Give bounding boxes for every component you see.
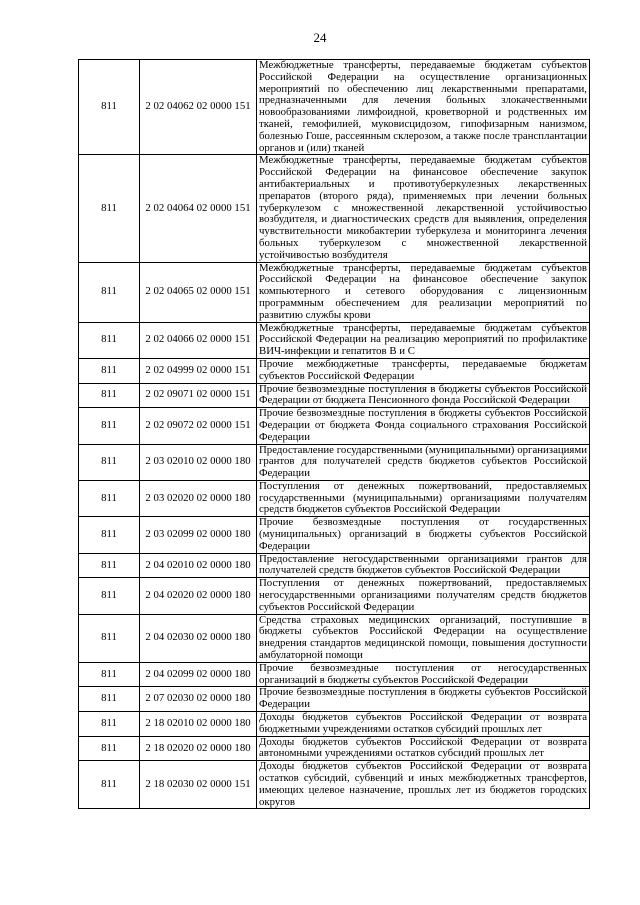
table-row (79, 687, 590, 712)
revenue-description-cell: Доходы бюджетов субъектов Российской Федерации от возврата автономными учреждениями остатков субсидий прошлых лет (257, 736, 590, 761)
admin-code-cell: 811 (79, 444, 140, 480)
budget-code-cell: 2 03 02020 02 0000 180 (140, 480, 257, 516)
table-row (79, 155, 590, 262)
revenue-description-cell: Межбюджетные трансферты, передаваемые бюджетам субъектов Российской Федерации на реализацию мероприятий по профилактике ВИЧ-инфекции и гепатитов В и С (257, 322, 590, 358)
revenue-description-cell: Предоставление государственными (муниципальными) организациями грантов для получателей средств бюджетов субъектов Российской Федерации (257, 444, 590, 480)
table-row (79, 517, 590, 553)
admin-code-cell: 811 (79, 553, 140, 578)
admin-code-cell: 811 (79, 712, 140, 737)
admin-code-cell: 811 (79, 358, 140, 383)
table-row (79, 578, 590, 614)
budget-code-cell: 2 02 04999 02 0000 151 (140, 358, 257, 383)
budget-code-cell: 2 02 09072 02 0000 151 (140, 408, 257, 444)
admin-code-cell: 811 (79, 517, 140, 553)
admin-code-cell: 811 (79, 736, 140, 761)
revenue-description-cell: Прочие безвозмездные поступления в бюджеты субъектов Российской Федерации от бюджета Пенсионного фонда Российской Федерации (257, 383, 590, 408)
admin-code-cell: 811 (79, 761, 140, 809)
budget-code-cell: 2 18 02010 02 0000 180 (140, 712, 257, 737)
table-row (79, 358, 590, 383)
admin-code-cell: 811 (79, 408, 140, 444)
budget-code-cell: 2 03 02010 02 0000 180 (140, 444, 257, 480)
admin-code-cell: 811 (79, 155, 140, 262)
table-row (79, 262, 590, 322)
budget-code-cell: 2 02 04062 02 0000 151 (140, 60, 257, 155)
revenue-description-cell: Прочие межбюджетные трансферты, передаваемые бюджетам субъектов Российской Федерации (257, 358, 590, 383)
revenue-description-cell: Прочие безвозмездные поступления от негосударственных организаций в бюджеты субъектов Российской Федерации (257, 662, 590, 687)
revenue-description-cell: Прочие безвозмездные поступления от государственных (муниципальных) организаций в бюджеты субъектов Российской Федерации (257, 517, 590, 553)
table-row (79, 480, 590, 516)
table-row (79, 322, 590, 358)
admin-code-cell: 811 (79, 480, 140, 516)
budget-code-cell: 2 02 04064 02 0000 151 (140, 155, 257, 262)
admin-code-cell: 811 (79, 60, 140, 155)
admin-code-cell: 811 (79, 662, 140, 687)
revenue-description-cell: Предоставление негосударственными организациями грантов для получателей средств бюджетов субъектов Российской Федерации (257, 553, 590, 578)
budget-code-cell: 2 02 04065 02 0000 151 (140, 262, 257, 322)
table-row (79, 761, 590, 809)
revenue-description-cell: Поступления от денежных пожертвований, предоставляемых негосударственными организациями получателям средств бюджетов субъектов Российской Федерации (257, 578, 590, 614)
admin-code-cell: 811 (79, 578, 140, 614)
revenue-description-cell: Средства страховых медицинских организаций, поступившие в бюджеты субъектов Российской Федерации на осуществление внедрения стандартов медицинской помощи, повышения доступности амбулаторной помощи (257, 614, 590, 662)
budget-code-cell: 2 18 02030 02 0000 151 (140, 761, 257, 809)
table-row (79, 383, 590, 408)
table-body (79, 60, 590, 809)
admin-code-cell: 811 (79, 262, 140, 322)
revenue-description-cell: Поступления от денежных пожертвований, предоставляемых государственными (муниципальными) организациями получателям средств бюджетов субъектов Российской Федерации (257, 480, 590, 516)
table-row (79, 553, 590, 578)
table-row (79, 712, 590, 737)
revenue-description-cell: Прочие безвозмездные поступления в бюджеты субъектов Российской Федерации (257, 687, 590, 712)
table-row (79, 60, 590, 155)
admin-code-cell: 811 (79, 383, 140, 408)
budget-code-cell: 2 07 02030 02 0000 180 (140, 687, 257, 712)
budget-code-cell: 2 04 02020 02 0000 180 (140, 578, 257, 614)
table-row (79, 444, 590, 480)
budget-code-cell: 2 04 02099 02 0000 180 (140, 662, 257, 687)
revenue-description-cell: Межбюджетные трансферты, передаваемые бюджетам субъектов Российской Федерации на финансовое обеспечение закупок компьютерного и сетевого оборудования с лицензионным программным обеспечением для реализации мероприятий по развитию службы крови (257, 262, 590, 322)
budget-revenue-table (78, 59, 590, 809)
revenue-description-cell: Прочие безвозмездные поступления в бюджеты субъектов Российской Федерации от бюджета Фонда социального страхования Российской Федерации (257, 408, 590, 444)
table-row (79, 408, 590, 444)
revenue-description-cell: Доходы бюджетов субъектов Российской Федерации от возврата остатков субсидий, субвенций и иных межбюджетных трансфертов, имеющих целевое назначение, прошлых лет из бюджетов городских округов (257, 761, 590, 809)
revenue-description-cell: Межбюджетные трансферты, передаваемые бюджетам субъектов Российской Федерации на осуществление организационных мероприятий по обеспечению лиц лекарственными препаратами, предназначенными для лечения больных злокачественными новообразованиями лимфоидной, кроветворной и родственных им тканей, гемофилией, муковисцидозом, гипофизарным нанизмом, болезнью Гоше, рассеянным склерозом, а также после трансплантации органов и (или) тканей (257, 60, 590, 155)
table-row (79, 662, 590, 687)
budget-code-cell: 2 02 04066 02 0000 151 (140, 322, 257, 358)
table-row (79, 736, 590, 761)
admin-code-cell: 811 (79, 687, 140, 712)
budget-code-cell: 2 18 02020 02 0000 180 (140, 736, 257, 761)
budget-code-cell: 2 04 02030 02 0000 180 (140, 614, 257, 662)
admin-code-cell: 811 (79, 614, 140, 662)
budget-code-cell: 2 03 02099 02 0000 180 (140, 517, 257, 553)
revenue-description-cell: Доходы бюджетов субъектов Российской Федерации от возврата бюджетными учреждениями остатков субсидий прошлых лет (257, 712, 590, 737)
table-row (79, 614, 590, 662)
budget-code-cell: 2 04 02010 02 0000 180 (140, 553, 257, 578)
page-number: 24 (313, 30, 327, 45)
budget-code-cell: 2 02 09071 02 0000 151 (140, 383, 257, 408)
admin-code-cell: 811 (79, 322, 140, 358)
revenue-description-cell: Межбюджетные трансферты, передаваемые бюджетам субъектов Российской Федерации на финансовое обеспечение закупок антибактериальных и противотуберкулезных лекарственных препаратов (второго ряда), применяемых при лечении больных туберкулезом с множественной лекарственной устойчивостью возбудителя, и диагностических средств для выявления, определения чувствительности микобактерии туберкулеза и мониторинга лечения больных туберкулезом с множественной лекарственной устойчивостью возбудителя (257, 155, 590, 262)
